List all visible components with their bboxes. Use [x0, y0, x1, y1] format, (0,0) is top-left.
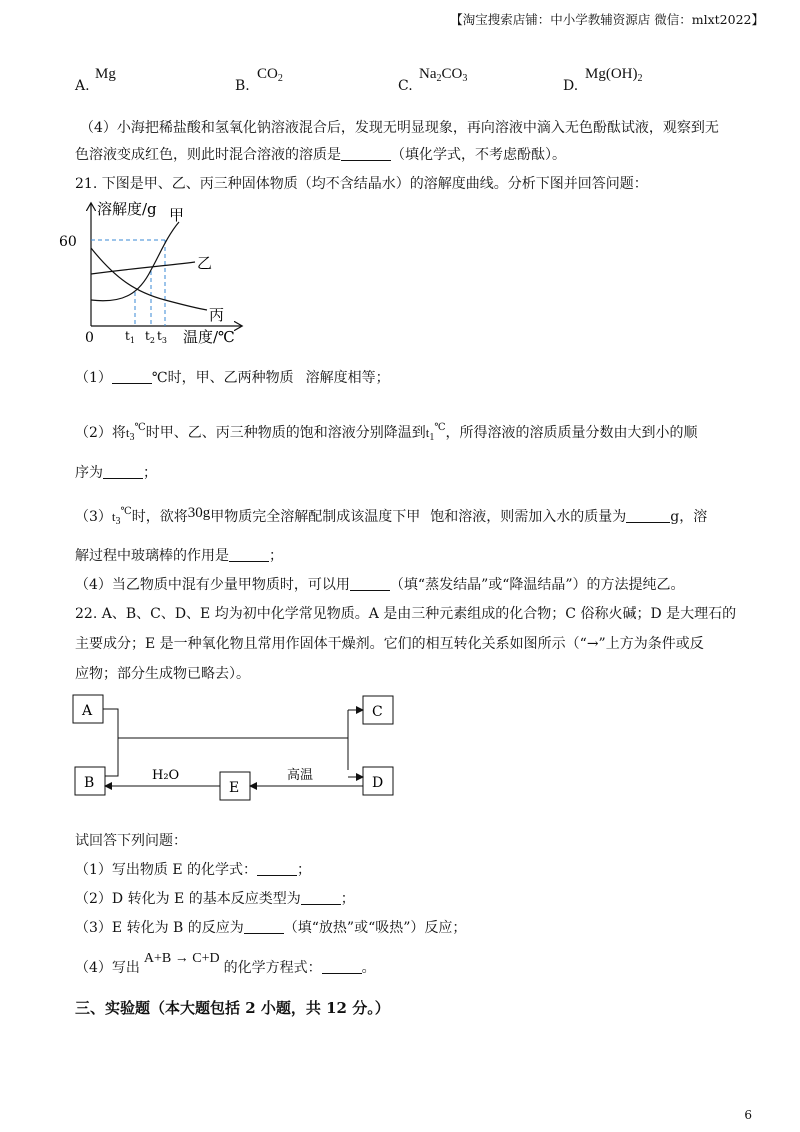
q22-part2: （2）D 转化为 E 的基本反应类型为 ；	[75, 891, 355, 907]
q21-part3-line2: 解过程中玻璃棒的作用是 ；	[75, 548, 283, 564]
label-b: B	[84, 775, 95, 791]
label-d: D	[372, 775, 384, 791]
answer-blank[interactable]	[229, 547, 269, 562]
label-a: A	[82, 703, 93, 719]
label-yi: 乙	[197, 254, 213, 272]
option-a-formula: Mg	[95, 66, 116, 82]
tick-t2: $t_2$	[145, 329, 155, 345]
q22-stem-line2: 主要成分；E 是一种氧化物且常用作固体干燥剂。它们的相互转化关系如图所示（“→”上方为条件或反	[75, 636, 704, 652]
x-axis-label: 温度/℃	[183, 328, 235, 346]
bracket-ab	[103, 709, 118, 776]
option-d-label: D.	[563, 78, 579, 94]
origin-label: 0	[85, 330, 94, 346]
answer-blank[interactable]	[301, 890, 341, 905]
q21-stem: 21. 下图是甲、乙、丙三种固体物质（均不含结晶水）的溶解度曲线。分析下图并回答问题：	[75, 176, 648, 192]
label-bing: 丙	[209, 306, 225, 324]
curve-jia	[91, 222, 179, 301]
conversion-diagram	[70, 690, 400, 802]
tick-t1: $t_1$	[125, 329, 135, 345]
q22-prompt: 试回答下列问题：	[75, 833, 187, 849]
q21-part2-line2: 序为 ；	[75, 465, 157, 481]
q22-part1: （1）写出物质 E 的化学式： ；	[75, 862, 312, 878]
page-header: 【淘宝搜索店铺：中小学教辅资源店 微信：mlxt2022】	[450, 12, 764, 27]
label-jia: 甲	[169, 206, 185, 224]
answer-blank[interactable]	[244, 919, 284, 934]
option-c-label: C.	[398, 78, 413, 94]
section-3-heading: 三、实验题（本大题包括 2 小题，共 12 分。）	[75, 999, 390, 1017]
q21-part3-line1: $(3)t_3^℃$时，欲将30g甲物质完全溶解配制成该温度下甲 饱和溶液，则需加入水的质量为 g，溶	[75, 505, 708, 527]
option-a-label: A.	[75, 78, 90, 94]
page-number: 6	[744, 1108, 752, 1122]
q21-part1: （1） ℃时，甲、乙两种物质 溶解度相等；	[75, 370, 390, 386]
label-c: C	[372, 704, 383, 720]
y-axis-label: 溶解度/g	[97, 200, 157, 218]
answer-blank[interactable]	[350, 576, 390, 591]
answer-blank[interactable]	[322, 959, 362, 974]
answer-blank[interactable]	[103, 464, 143, 479]
option-d-formula: $Mg(OH)_2$	[585, 66, 643, 84]
label-gaowen: 高温	[287, 768, 314, 783]
q20-part4-line2: 色溶液变成红色，则此时混合溶液的溶质是 （填化学式，不考虑酚酞）。	[75, 147, 566, 163]
label-h2o: H₂O	[152, 768, 180, 783]
answer-blank[interactable]	[626, 508, 670, 523]
q22-stem-line3: 应物；部分生成物已略去）。	[75, 666, 250, 682]
option-b-formula: $CO_2$	[257, 66, 283, 84]
option-c-formula: $Na_2CO_3$	[419, 66, 468, 84]
solubility-curve-chart	[55, 196, 255, 348]
answer-blank[interactable]	[112, 369, 152, 384]
curve-yi	[91, 262, 195, 274]
tick-t3: $t_3$	[157, 329, 167, 345]
answer-blank[interactable]	[341, 146, 391, 161]
q22-stem-line1: 22. A、B、C、D、E 均为初中化学常见物质。A 是由三种元素组成的化合物；C 俗称火碱；D 是大理石的	[75, 606, 737, 622]
q21-part4: （4）当乙物质中混有少量甲物质时，可以用 （填“蒸发结晶”或“降温结晶”）的方法提纯乙。	[75, 577, 685, 593]
q20-part4-line1: （4）小海把稀盐酸和氢氧化钠溶液混合后，发现无明显现象，再向溶液中滴入无色酚酞试液，观察到无	[80, 120, 719, 136]
equation: A+B → C+D	[143, 951, 220, 966]
q22-part4: （4）写出A+B → C+D的化学方程式： 。	[75, 951, 376, 976]
q21-part2-line1: （2）将$t_3^℃$时甲、乙、丙三种物质的饱和溶液分别降温到$t_1^℃$，所得溶液的溶质质量分数由大到小的顺	[75, 422, 698, 443]
answer-blank[interactable]	[257, 861, 297, 876]
y-tick-60: 60	[59, 234, 77, 250]
label-e: E	[229, 780, 240, 796]
q22-part3: （3）E 转化为 B 的反应为 （填“放热”或“吸热”）反应；	[75, 920, 467, 936]
option-b-label: B.	[235, 78, 250, 94]
